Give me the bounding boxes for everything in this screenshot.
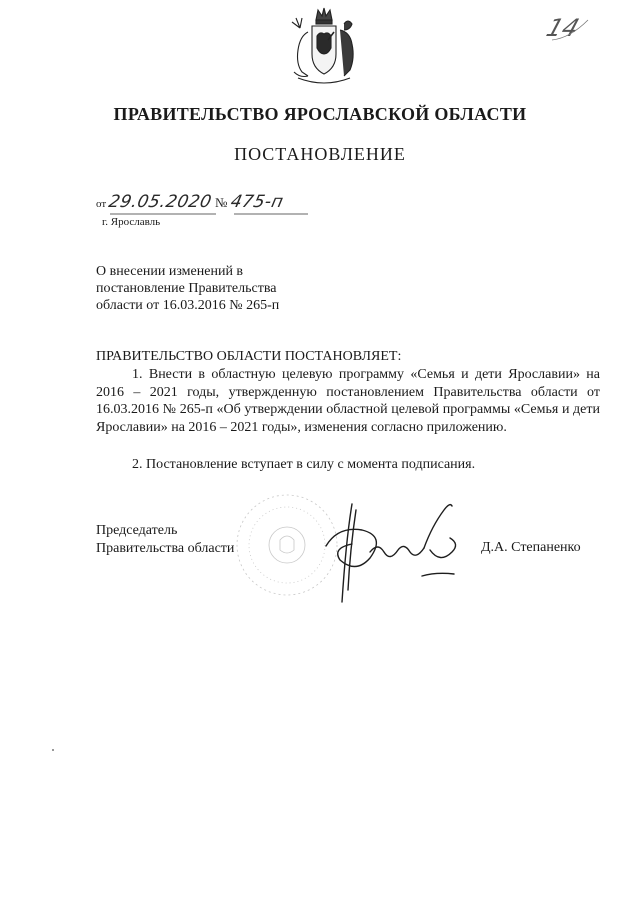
coat-of-arms-icon: [280, 6, 368, 88]
date-number-line: [96, 192, 286, 216]
handwritten-signature-icon: [312, 490, 482, 610]
corner-handwritten-mark: [543, 8, 592, 46]
document-date: 29.05.2020: [107, 192, 214, 212]
subject-line: О внесении изменений в: [96, 264, 244, 279]
paragraph-1: 1. Внести в областную целевую программу «Семья и дети Ярославии» на 2016 – 2021 годы, утвержденную постановлением Правительства области от 16.03.2016 № 265-п «Об утверждении областной целевой программы «Семья и дети Ярославии» на 2016 – 2021 годы», изменения согласно приложению.: [96, 367, 600, 435]
document-kind: ПОСТАНОВЛЕНИЕ: [234, 144, 406, 164]
subject-block: [96, 263, 279, 314]
city-line: г. Ярославль: [102, 216, 161, 228]
signer-position-line-1: Председатель: [96, 523, 178, 538]
document-number: 475-п: [228, 192, 286, 212]
subject-line: постановление Правительства: [96, 281, 277, 296]
paragraph-2: 2. Постановление вступает в силу с момента подписания.: [132, 457, 476, 472]
signer-name: Д.А. Степаненко: [481, 540, 581, 555]
corner-mark-text: 14: [543, 13, 583, 42]
subject-line: области от 16.03.2016 № 265-п: [96, 298, 280, 313]
signer-position: [96, 522, 234, 558]
government-title: ПРАВИТЕЛЬСТВО ЯРОСЛАВСКОЙ ОБЛАСТИ: [113, 104, 527, 124]
decree-line: ПРАВИТЕЛЬСТВО ОБЛАСТИ ПОСТАНОВЛЯЕТ:: [96, 349, 402, 364]
date-prefix: от: [96, 198, 107, 210]
signer-position-line-2: Правительства области: [96, 541, 235, 556]
number-prefix: №: [215, 195, 228, 210]
scan-speck: [52, 749, 54, 751]
